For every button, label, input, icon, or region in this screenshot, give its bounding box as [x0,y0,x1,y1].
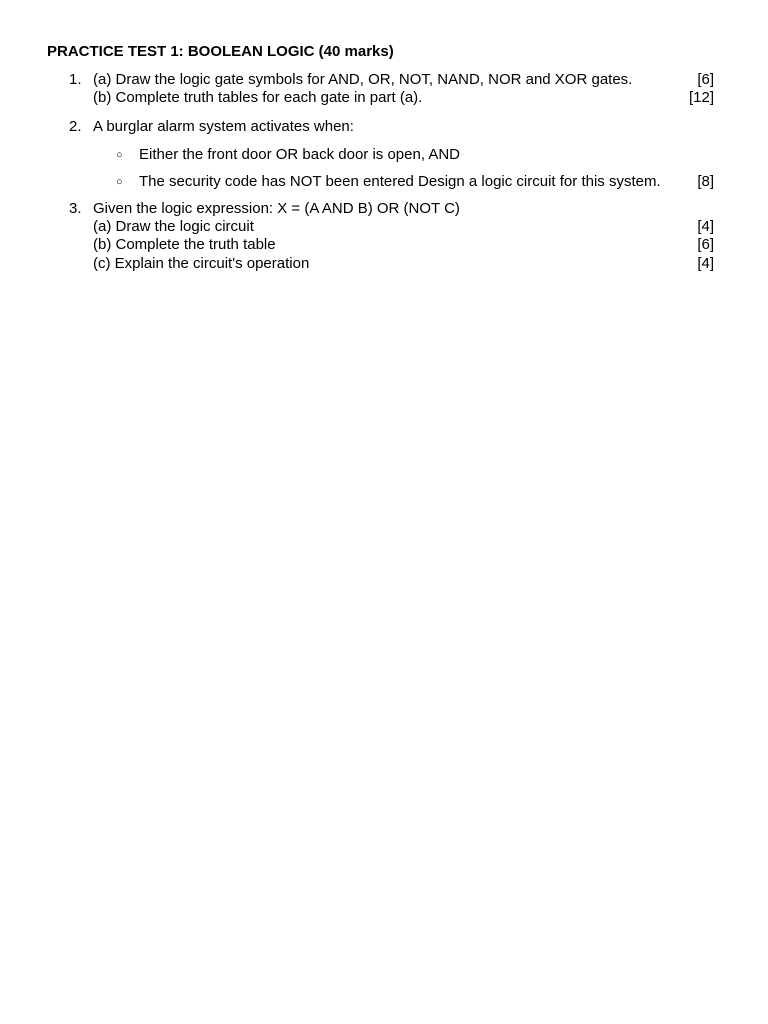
question-3-part-b-marks: [6] [697,236,714,253]
question-1-part-a-marks: [6] [697,71,714,88]
question-3-part-b-text: (b) Complete the truth table [93,236,276,253]
question-3-part-b [0,236,768,254]
question-1-part-b-text: (b) Complete truth tables for each gate in part (a). [93,89,423,106]
question-3-stem [0,200,768,218]
question-1-number: 1. [69,71,82,88]
question-2-bullet-1-text: Either the front door OR back door is open, AND [139,146,460,163]
bullet-icon: ○ [116,149,123,161]
question-3-part-c-marks: [4] [697,255,714,272]
question-3-number: 3. [69,200,82,217]
question-3-part-c [0,255,768,273]
question-2-number: 2. [69,118,82,135]
question-3-part-a [0,218,768,236]
question-1-part-a-text: (a) Draw the logic gate symbols for AND, OR, NOT, NAND, NOR and XOR gates. [93,71,633,88]
question-2-stem-text: A burglar alarm system activates when: [93,118,354,135]
question-3-part-a-text: (a) Draw the logic circuit [93,218,254,235]
question-2-bullet-1 [0,146,768,164]
bullet-icon: ○ [116,176,123,188]
question-3-part-a-marks: [4] [697,218,714,235]
question-2-bullet-2-text: The security code has NOT been entered Design a logic circuit for this system. [139,173,661,190]
question-2-marks: [8] [697,173,714,190]
question-3-stem-text: Given the logic expression: X = (A AND B) OR (NOT C) [93,200,460,217]
question-3-part-c-text: (c) Explain the circuit's operation [93,255,310,272]
question-2-bullet-2 [0,173,768,191]
test-title: PRACTICE TEST 1: BOOLEAN LOGIC (40 marks) [47,43,394,60]
question-2-stem [0,118,768,136]
question-1-part-b-marks: [12] [688,89,714,106]
question-1-part-a [0,71,768,89]
question-1-part-b [0,89,768,107]
